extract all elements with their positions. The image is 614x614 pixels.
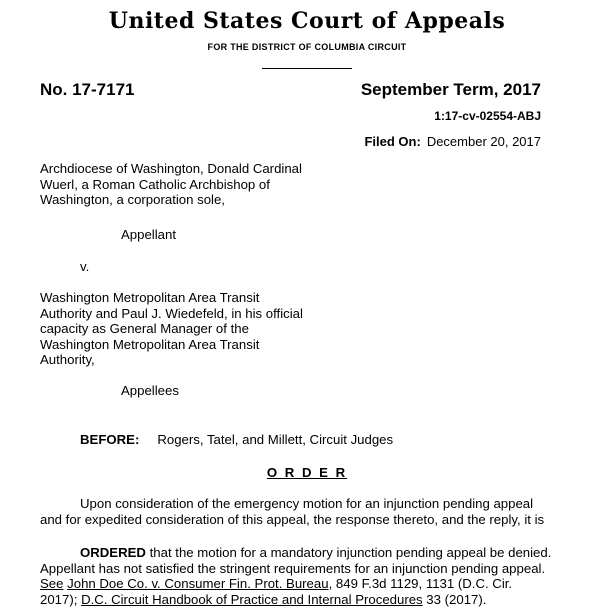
panel-judges: Rogers, Tatel, and Millett, Circuit Judges: [157, 432, 394, 447]
paragraph-line: Appellant has not satisfied the stringent requirements for an injunction pending appeal.: [40, 560, 546, 576]
district-case-number: 1:17-cv-02554-ABJ: [434, 109, 541, 123]
appellee-line: Washington Metropolitan Area Transit: [40, 336, 260, 352]
appellee-line: capacity as General Manager of the: [40, 321, 249, 336]
citation-text: 2017);: [40, 591, 82, 607]
appellant-line: Washington, a corporation sole,: [40, 192, 225, 207]
circuit-name: FOR THE DISTRICT OF COLUMBIA CIRCUIT: [207, 42, 407, 52]
appellant-line: Archdiocese of Washington, Donald Cardinal: [40, 161, 302, 176]
paragraph-line: and for expedited consideration of this appeal, the response thereto, and the reply, it is: [40, 511, 545, 527]
paragraph-line: [40, 576, 560, 592]
case-citation-link: John Doe Co. v. Consumer Fin. Prot. Bureau: [67, 576, 329, 591]
citation-text: , 849 F.3d 1129, 1131 (D.C. Cir.: [328, 576, 513, 591]
order-paragraph-1: [40, 496, 560, 527]
appellee-line: Authority,: [40, 352, 95, 367]
appellee-line: Washington Metropolitan Area Transit: [40, 290, 260, 305]
ordered-label: ORDERED: [80, 545, 146, 560]
panel-label: BEFORE:: [80, 432, 140, 447]
appellee-role: Appellees: [121, 383, 179, 398]
order-paragraph-2: [40, 545, 560, 607]
court-term: September Term, 2017: [360, 80, 541, 99]
appellant-name: [40, 161, 302, 208]
header-rule: [262, 68, 352, 69]
paragraph-line: [40, 592, 560, 608]
paragraph-text: that the motion for a mandatory injunction pending appeal be denied.: [145, 545, 552, 560]
appellee-line: Authority and Paul J. Wiedefeld, in his official: [40, 305, 303, 321]
appellant-line: Wuerl, a Roman Catholic Archbishop of: [40, 176, 270, 192]
paragraph-line: [40, 545, 560, 561]
appellee-name: [40, 290, 303, 368]
handbook-citation: D.C. Circuit Handbook of Practice and Internal Procedures: [81, 591, 423, 607]
filed-date: December 20, 2017: [426, 134, 541, 149]
order-heading: O R D E R: [266, 465, 348, 480]
court-name: United States Court of Appeals: [108, 8, 506, 34]
versus: v.: [80, 259, 90, 274]
docket-number: No. 17-7171: [40, 80, 135, 99]
paragraph-line: Upon consideration of the emergency motion for an injunction pending appeal: [80, 496, 534, 511]
citation-text: 33 (2017).: [422, 591, 487, 607]
filed-on: [364, 134, 541, 149]
appellant-role: Appellant: [121, 227, 176, 242]
see-signal: See: [40, 576, 64, 591]
filed-label: Filed On:: [364, 134, 421, 149]
panel: [80, 432, 393, 447]
